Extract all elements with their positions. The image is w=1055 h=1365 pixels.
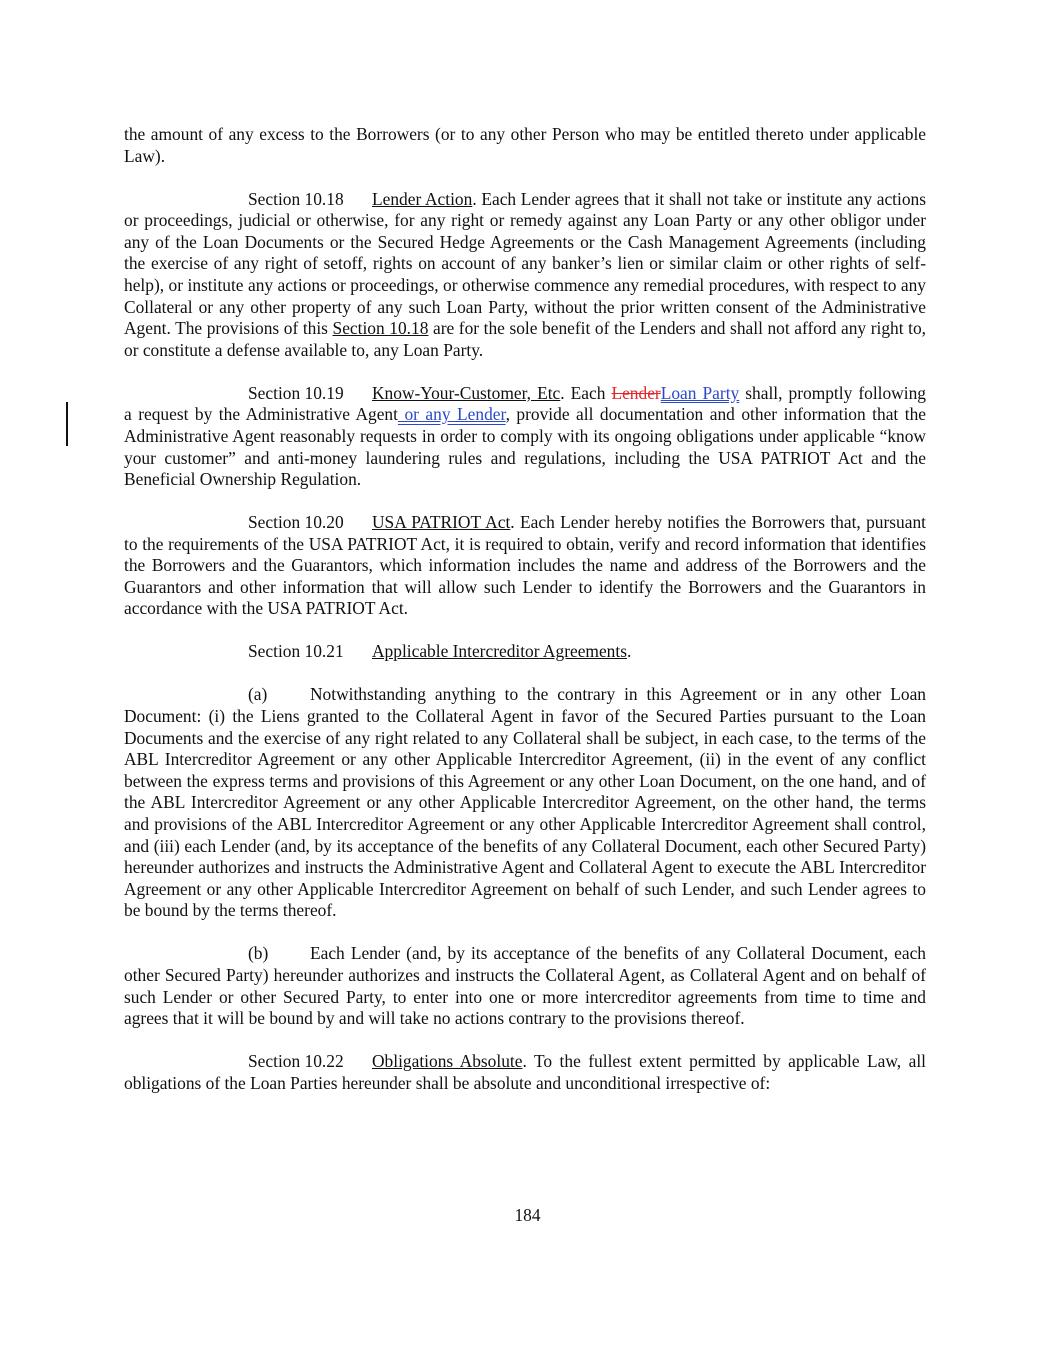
inserted-text: or any Lender [397, 404, 506, 425]
section-title: USA PATRIOT Act [372, 512, 511, 533]
section-10-18: Section 10.18 Lender Action. Each Lender agrees that it shall not take or institute any actions or proceedings, judicial or otherwise, for any right or remedy against any Loan Party or any other obligor under any of the Loan Documents or the Secured Hedge Agreements or the Cash Management Agreements (including the exercise of any right of setoff, rights on account of any banker’s lien or similar claim or other rights of self-help), or institute any actions or proceedings, or otherwise commence any remedial procedures, with respect to any Collateral or any other property of any such Loan Party, without the prior written consent of the Administrative Agent. The provisions of this Section 10.18 are for the sole benefit of the Lenders and shall not afford any right to, or constitute a defense available to, any Loan Party. [124, 188, 927, 360]
inserted-text: Loan Party [660, 382, 740, 403]
section-title: Lender Action [372, 188, 473, 209]
page-number: 184 [514, 1205, 541, 1225]
clause-label: (a) [248, 684, 268, 705]
clause-a: (a) Notwithstanding anything to the contrary in this Agreement or in any other Loan Document: (i) the Liens granted to the Collateral Agent in favor of the Secured Parties pursuant to the Loan Documents and the exercise of any right related to any Collateral shall be subject, in each case, to the terms of the ABL Intercreditor Agreement or any other Applicable Intercreditor Agreement, (ii) in the event of any conflict between the express terms and provisions of this Agreement or any other Loan Document, on the one hand, and of the ABL Intercreditor Agreement or any other Applicable Intercreditor Agreement, on the other hand, the terms and provisions of the ABL Intercreditor Agreement or any other Applicable Intercreditor Agreement shall control, and (iii) each Lender (and, by its acceptance of the benefits of any Collateral Document, each other Secured Party) hereunder authorizes and instructs the Administrative Agent and Collateral Agent to execute the ABL Intercreditor Agreement or any other Applicable Intercreditor Agreement on behalf of such Lender, and such Lender agrees to be bound by the terms thereof. [124, 684, 926, 921]
section-number: Section 10.22 [248, 1051, 344, 1072]
cross-reference: Section 10.18 [332, 318, 429, 339]
paragraph-continuation: the amount of any excess to the Borrowers (or to any other Person who may be entitled thereto under applicable Law). [124, 124, 926, 166]
section-number: Section 10.19 [248, 382, 344, 403]
section-10-21: Section 10.21 Applicable Intercreditor Agreements. [248, 641, 632, 662]
section-10-22: Section 10.22 Obligations Absolute. To the fullest extent permitted by applicable Law, all obligations of the Loan Parties hereunder shall be absolute and unconditional irrespective of: [124, 1051, 926, 1093]
section-number: Section 10.18 [248, 188, 344, 209]
section-number: Section 10.20 [248, 512, 344, 533]
clause-label: (b) [248, 943, 269, 964]
change-bar [66, 402, 68, 446]
section-number: Section 10.21 [248, 641, 344, 662]
section-title: Applicable Intercreditor Agreements [372, 641, 627, 662]
section-10-20: Section 10.20 USA PATRIOT Act. Each Lender hereby notifies the Borrowers that, pursuant to the requirements of the USA PATRIOT Act, it is required to obtain, verify and record information that identifies the Borrowers and the Guarantors, which information includes the name and address of the Borrowers and the Guarantors and other information that will allow such Lender to identify the Borrowers and the Guarantors in accordance with the USA PATRIOT Act. [124, 512, 926, 619]
section-10-19: Section 10.19 Know-Your-Customer, Etc. Each LenderLoan Party shall, promptly following a request by the Administrative Agent or any Lender, provide all documentation and other information that the Administrative Agent reasonably requests in order to comply with its ongoing obligations under applicable “know your customer” and anti-money laundering rules and regulations, including the USA PATRIOT Act and the Beneficial Ownership Regulation. [124, 382, 926, 490]
section-title: Know-Your-Customer, Etc [372, 382, 561, 403]
document-page [124, 124, 926, 1116]
section-title: Obligations Absolute [372, 1051, 523, 1072]
deleted-text: Lender [611, 382, 661, 403]
clause-b: (b) Each Lender (and, by its acceptance of the benefits of any Collateral Document, each other Secured Party) hereunder authorizes and instructs the Collateral Agent, as Collateral Agent and on behalf of such Lender or other Secured Party, to enter into one or more intercreditor agreements from time to time and agrees that it will be bound by and will take no actions contrary to the provisions thereof. [124, 943, 926, 1029]
